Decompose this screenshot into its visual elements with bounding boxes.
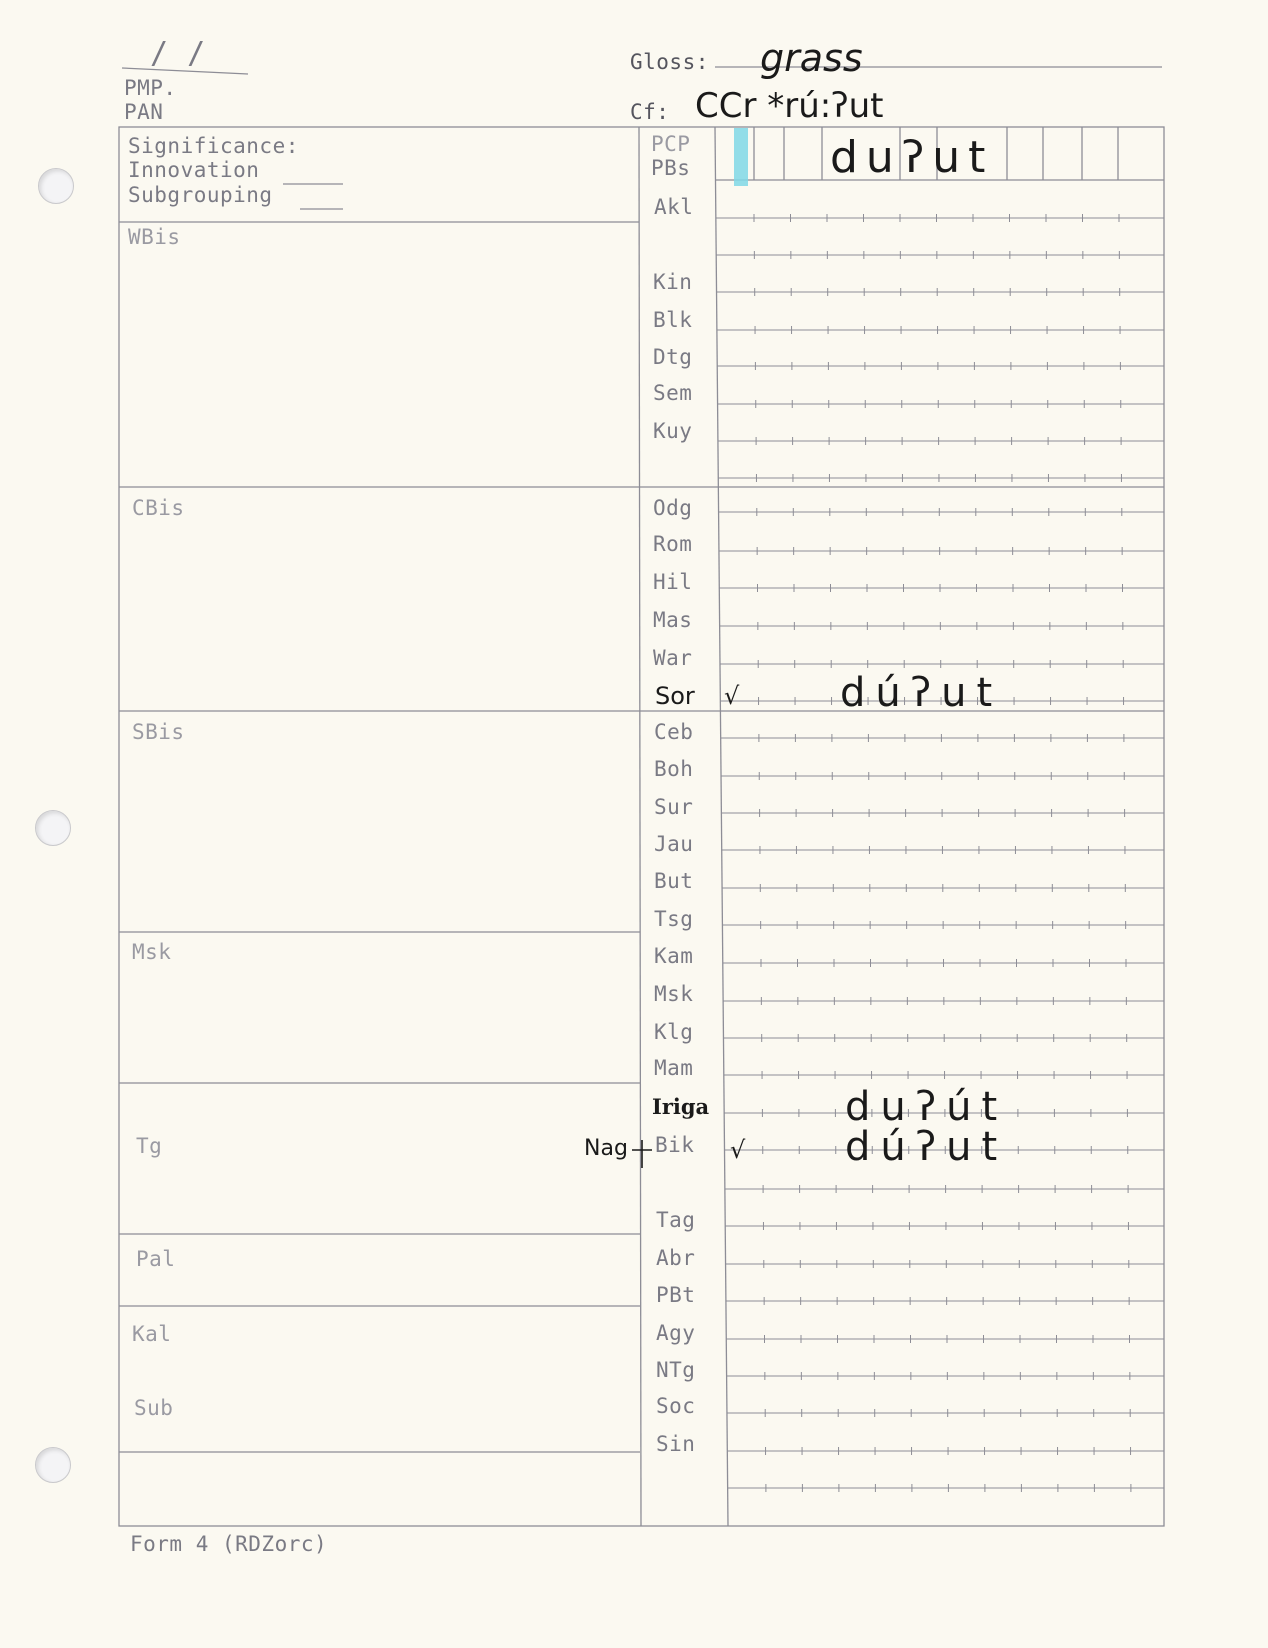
lang-code-akl: Akl (654, 195, 694, 219)
sor-check: √ (724, 682, 740, 710)
group-label-tg: Tg (136, 1134, 163, 1158)
group-label-msk: Msk (132, 940, 172, 964)
date-slashes: / / (150, 36, 206, 71)
lang-code-tsg: Tsg (654, 907, 694, 931)
lang-code-pbs: PBs (651, 156, 691, 180)
lang-code-msk: Msk (654, 982, 694, 1006)
group-label-pal: Pal (136, 1247, 176, 1271)
group-label-kal: Kal (132, 1322, 172, 1346)
lang-code-soc: Soc (656, 1394, 696, 1418)
lang-code-sem: Sem (653, 381, 693, 405)
innovation-label: Innovation (128, 158, 260, 182)
bik-form: dúʔut (845, 1124, 1008, 1170)
group-label-cbis: CBis (132, 496, 185, 520)
nag-annotation: Nag (584, 1136, 628, 1161)
lang-code-sur: Sur (654, 795, 694, 819)
nag-dash (630, 1140, 654, 1170)
gloss-value: grass (760, 36, 863, 80)
cf-value: CCr *rú:ʔut (695, 86, 884, 126)
lang-code-dtg: Dtg (653, 345, 693, 369)
subgrouping-label: Subgrouping (128, 183, 273, 207)
lang-code-bik: Bik (655, 1133, 695, 1157)
iriga-form: duʔút (845, 1084, 1008, 1130)
lang-code-boh: Boh (654, 757, 694, 781)
lang-code-pbt: PBt (656, 1283, 696, 1307)
lang-code-kam: Kam (654, 944, 694, 968)
binder-hole-bottom (35, 1447, 71, 1483)
lang-code-mas: Mas (653, 608, 693, 632)
lang-code-but: But (654, 869, 694, 893)
lang-code-blk: Blk (653, 308, 693, 332)
binder-hole-middle (35, 810, 71, 846)
lang-code-pcp: PCP (651, 132, 691, 156)
form-footer-label: Form 4 (RDZorc) (130, 1532, 328, 1556)
bik-check: √ (730, 1136, 746, 1164)
binder-hole-top (38, 168, 74, 204)
lang-code-kuy: Kuy (653, 419, 693, 443)
lang-code-sor: Sor (655, 682, 695, 710)
lang-code-tag: Tag (656, 1208, 696, 1232)
lang-code-odg: Odg (653, 496, 693, 520)
sor-form: dúʔut (840, 670, 1003, 716)
lang-code-mam: Mam (654, 1056, 694, 1080)
lang-code-iriga: Iriga (652, 1094, 710, 1119)
lang-code-ntg: NTg (656, 1358, 696, 1382)
significance-label: Significance: (128, 134, 299, 158)
lang-code-hil: Hil (653, 570, 693, 594)
lang-code-agy: Agy (656, 1321, 696, 1345)
gloss-label: Gloss: (630, 50, 709, 74)
group-label-sub: Sub (134, 1396, 174, 1420)
lang-code-kin: Kin (653, 270, 693, 294)
pan-label: PAN (124, 100, 164, 124)
lang-code-ceb: Ceb (654, 720, 694, 744)
lang-code-klg: Klg (654, 1020, 694, 1044)
lang-code-war: War (653, 646, 693, 670)
group-label-sbis: SBis (132, 720, 185, 744)
highlight-mark (734, 128, 748, 186)
pbs-form: duʔut (830, 132, 994, 183)
lang-code-rom: Rom (653, 532, 693, 556)
lang-code-sin: Sin (656, 1432, 696, 1456)
pmp-label: PMP. (124, 76, 177, 100)
lang-code-jau: Jau (654, 832, 694, 856)
cf-label: Cf: (630, 100, 670, 124)
group-label-wbis: WBis (128, 225, 181, 249)
lang-code-abr: Abr (656, 1246, 696, 1270)
